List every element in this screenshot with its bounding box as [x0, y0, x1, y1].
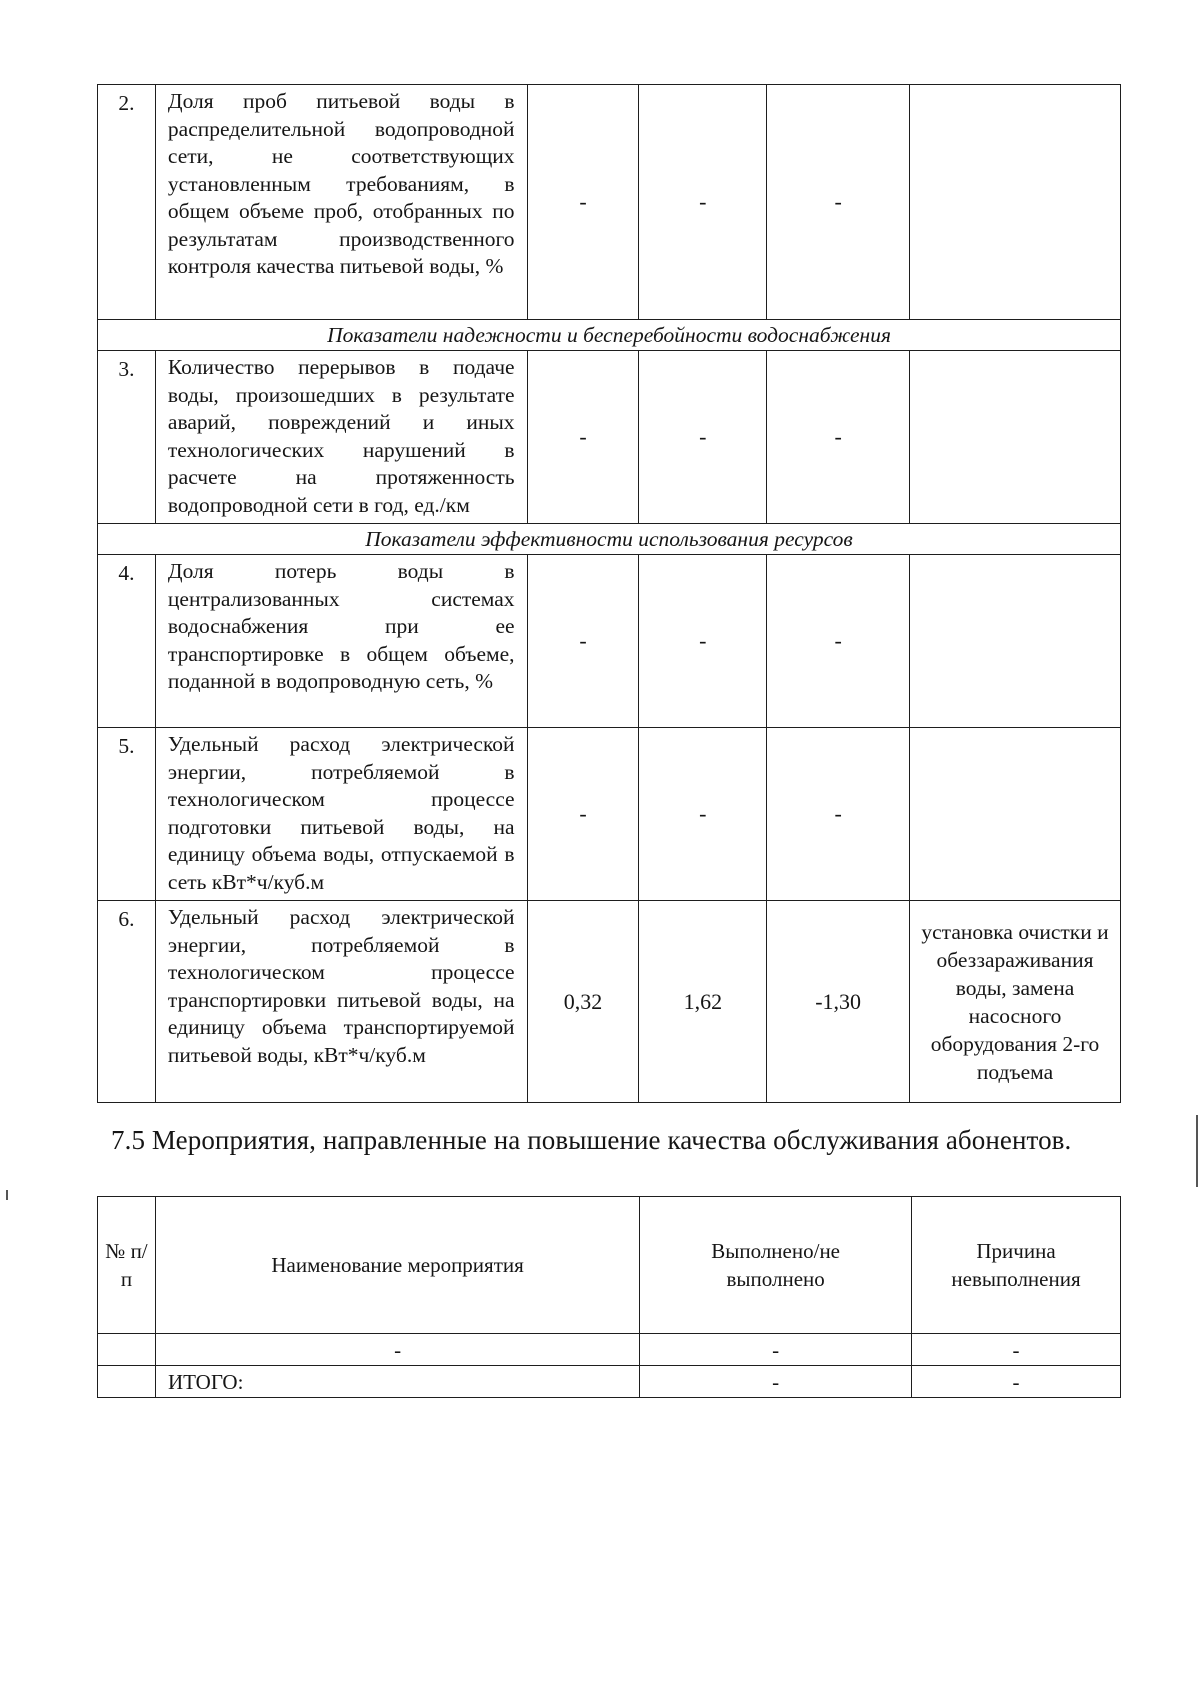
value-cell: - [767, 555, 910, 728]
section-title: Показатели надежности и бесперебойности водоснабжения [98, 320, 1121, 351]
row-number: 6. [98, 901, 156, 1103]
total-row [98, 1366, 1121, 1398]
table-row [98, 1334, 1121, 1366]
value-cell: 0,32 [527, 901, 639, 1103]
table-row [98, 555, 1121, 728]
note-cell [910, 728, 1121, 901]
value-cell: -1,30 [767, 901, 910, 1103]
measure-number [98, 1334, 156, 1366]
row-number: 3. [98, 351, 156, 524]
note-cell [910, 351, 1121, 524]
value-cell: - [527, 555, 639, 728]
value-cell: - [767, 351, 910, 524]
indicator-description: Количество перерывов в подаче воды, произошедших в результате аварий, повреждений и иных технологических нарушений в расчете на протяженность водопроводной сети в год, ед./км [155, 351, 527, 524]
indicator-description: Удельный расход электрической энергии, потребляемой в технологическом процессе подготовки питьевой воды, на единицу объема воды, отпускаемой в сеть кВт*ч/куб.м [155, 728, 527, 901]
column-header-status: Выполнено/не выполнено [640, 1197, 912, 1334]
section-title: Показатели эффективности использования ресурсов [98, 524, 1121, 555]
column-header-reason: Причина невыполнения [912, 1197, 1121, 1334]
row-number: 4. [98, 555, 156, 728]
value-cell: - [767, 85, 910, 320]
section-row [98, 320, 1121, 351]
table-row [98, 901, 1121, 1103]
indicator-description: Удельный расход электрической энергии, потребляемой в технологическом процессе транспортировки питьевой воды, на единицу объема транспортируемой питьевой воды, кВт*ч/куб.м [155, 901, 527, 1103]
table-row [98, 728, 1121, 901]
value-cell: - [639, 728, 767, 901]
indicator-description: Доля проб питьевой воды в распределительной водопроводной сети, не соответствующих установленным требованиям, в общем объеме проб, отобранных по результатам производственного контроля качества питьевой воды, % [155, 85, 527, 320]
indicators-table [97, 84, 1121, 1103]
value-cell: - [767, 728, 910, 901]
value-cell: - [527, 351, 639, 524]
note-cell: установка очистки и обеззараживания воды, замена насосного оборудования 2-го подъема [910, 901, 1121, 1103]
section-row [98, 524, 1121, 555]
value-cell: 1,62 [639, 901, 767, 1103]
table-row [98, 85, 1121, 320]
total-reason: - [912, 1366, 1121, 1398]
total-label: ИТОГО: [155, 1366, 639, 1398]
column-header-number: № п/п [98, 1197, 156, 1334]
scan-margin-mark [6, 1190, 8, 1200]
measure-name: - [155, 1334, 639, 1366]
table-header-row [98, 1197, 1121, 1334]
value-cell: - [527, 85, 639, 320]
row-number: 5. [98, 728, 156, 901]
measure-reason: - [912, 1334, 1121, 1366]
table-row [98, 351, 1121, 524]
measure-status: - [640, 1334, 912, 1366]
total-status: - [640, 1366, 912, 1398]
value-cell: - [639, 555, 767, 728]
total-number-cell [98, 1366, 156, 1398]
value-cell: - [639, 351, 767, 524]
column-header-name: Наименование мероприятия [155, 1197, 639, 1334]
value-cell: - [639, 85, 767, 320]
section-heading: 7.5 Мероприятия, направленные на повышение качества обслуживания абонентов. [111, 1125, 1072, 1155]
row-number: 2. [98, 85, 156, 320]
indicator-description: Доля потерь воды в централизованных системах водоснабжения при ее транспортировке в общем объеме, поданной в водопроводную сеть, % [155, 555, 527, 728]
note-cell [910, 85, 1121, 320]
note-cell [910, 555, 1121, 728]
scan-margin-mark [1196, 1115, 1198, 1187]
value-cell: - [527, 728, 639, 901]
measures-table [97, 1196, 1121, 1398]
